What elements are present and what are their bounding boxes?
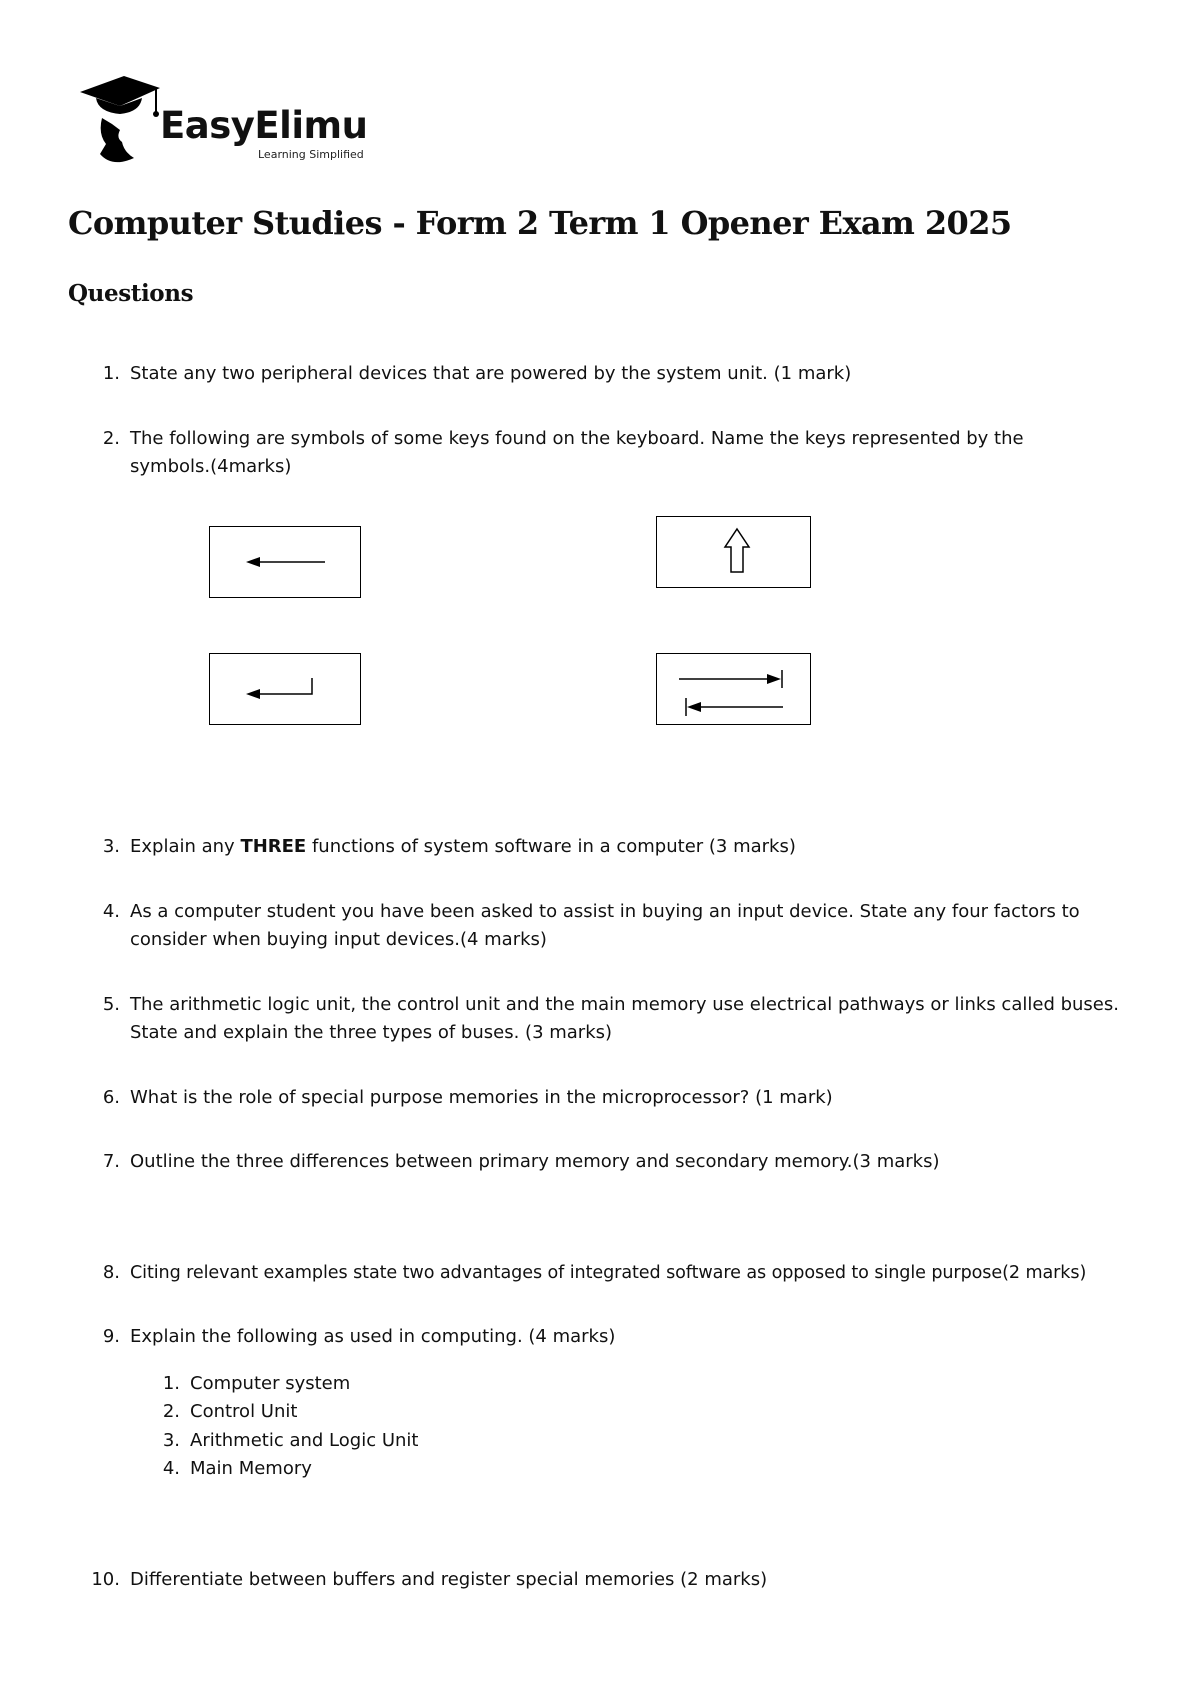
- q9-item-3: [130, 1427, 418, 1455]
- item-text: Control Unit: [190, 1401, 298, 1422]
- question-10: [60, 1566, 1140, 1594]
- item-text: Computer system: [190, 1373, 351, 1394]
- question-4: [60, 898, 1100, 954]
- question-1: [60, 360, 1140, 388]
- key-box-shift: [656, 516, 811, 588]
- item-number: 2.: [162, 1401, 180, 1422]
- section-heading: Questions: [68, 280, 194, 307]
- question-text: The following are symbols of some keys found on the keyboard. Name the keys represented by the symbols.(4marks): [130, 428, 1024, 477]
- item-number: 3.: [162, 1430, 180, 1451]
- question-7: [60, 1148, 1140, 1176]
- question-9: [60, 1323, 1140, 1351]
- tab-arrows-icon: [657, 654, 810, 724]
- question-number: 2.: [102, 428, 120, 449]
- left-arrow-icon: [210, 527, 360, 597]
- question-text-start: Explain any: [130, 836, 241, 857]
- question-emphasis: THREE: [240, 836, 307, 857]
- question-8: [60, 1259, 1180, 1287]
- question-number: 10.: [91, 1569, 120, 1590]
- item-text: Arithmetic and Logic Unit: [190, 1430, 419, 1451]
- q9-item-2: [130, 1398, 297, 1426]
- question-text: [130, 833, 1140, 861]
- question-2: [60, 425, 1050, 481]
- question-text: Explain the following as used in computing. (4 marks): [130, 1326, 616, 1347]
- question-number: 1.: [102, 363, 120, 384]
- key-box-tab: [656, 653, 811, 725]
- question-number: 5.: [102, 994, 120, 1015]
- question-6: [60, 1084, 1140, 1112]
- question-number: 6.: [102, 1087, 120, 1108]
- graduation-cap-icon: [76, 72, 166, 172]
- question-text: Differentiate between buffers and register special memories (2 marks): [130, 1569, 768, 1590]
- item-number: 4.: [162, 1458, 180, 1479]
- brand-name: EasyElimu: [160, 104, 368, 147]
- enter-arrow-icon: [210, 654, 360, 724]
- question-text: The arithmetic logic unit, the control unit and the main memory use electrical pathways or links called buses. State and explain the three types of buses. (3 marks): [130, 994, 1119, 1043]
- question-text: Citing relevant examples state two advantages of integrated software as opposed to single purpose(2 marks): [130, 1263, 1087, 1283]
- question-3: [60, 833, 1140, 861]
- q9-item-1: [130, 1370, 350, 1398]
- page-title: Computer Studies - Form 2 Term 1 Opener Exam 2025: [68, 204, 1012, 242]
- easyelimu-logo: [76, 72, 396, 172]
- question-number: 9.: [102, 1326, 120, 1347]
- question-number: 4.: [102, 901, 120, 922]
- question-number: 7.: [102, 1151, 120, 1172]
- key-box-enter: [209, 653, 361, 725]
- question-text: What is the role of special purpose memories in the microprocessor? (1 mark): [130, 1087, 833, 1108]
- question-text: Outline the three differences between primary memory and secondary memory.(3 marks): [130, 1151, 940, 1172]
- item-number: 1.: [162, 1373, 180, 1394]
- question-text-end: functions of system software in a computer (3 marks): [306, 836, 796, 857]
- question-text: As a computer student you have been asked to assist in buying an input device. State any four factors to consider when buying input devices.(4 marks): [130, 901, 1080, 950]
- question-text: State any two peripheral devices that are powered by the system unit. (1 mark): [130, 363, 852, 384]
- shift-arrow-icon: [657, 517, 810, 587]
- key-box-backspace: [209, 526, 361, 598]
- question-number: 8.: [102, 1262, 120, 1283]
- q9-item-4: [130, 1455, 312, 1483]
- question-number: 3.: [102, 836, 120, 857]
- item-text: Main Memory: [190, 1458, 312, 1479]
- question-5: [60, 991, 1145, 1047]
- brand-tagline: Learning Simplified: [258, 148, 364, 161]
